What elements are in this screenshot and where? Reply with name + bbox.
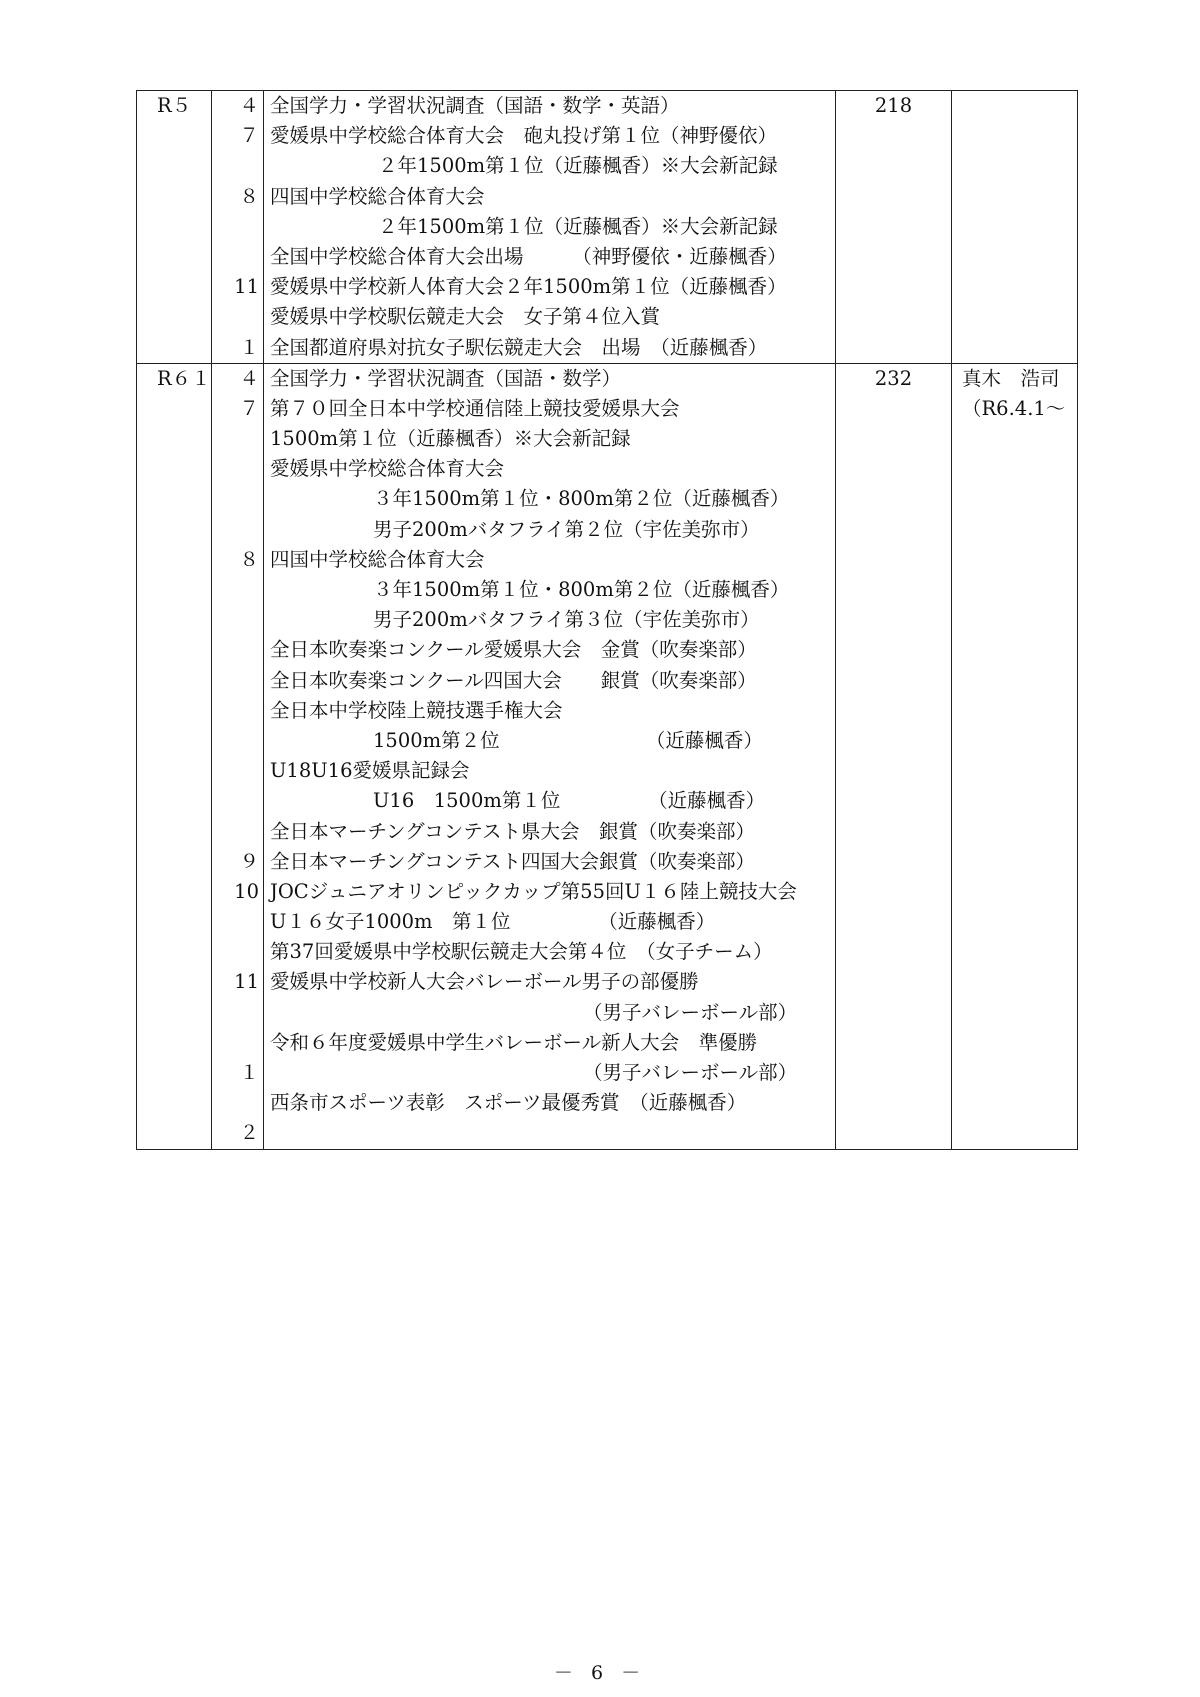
- event-line: 愛媛県中学校新人大会バレーボール男子の部優勝: [270, 970, 699, 994]
- month: ７: [239, 124, 259, 148]
- month: [212, 756, 263, 786]
- event-line: 全日本中学校陸上競技選手権大会: [270, 698, 563, 722]
- year-label: R５: [157, 94, 192, 117]
- event-line: 男子200mバタフライ第２位（宇佐美弥市）: [373, 517, 760, 541]
- event-line: 第７０回全日本中学校通信陸上競技愛媛県大会: [270, 396, 680, 420]
- year-cell: [137, 91, 212, 364]
- event-line: ２年1500m第１位（近藤楓香）※大会新記録: [378, 154, 778, 178]
- event-line: 全国学力・学習状況調査（国語・数学・英語）: [270, 94, 680, 117]
- year-label: R６: [157, 366, 192, 390]
- event-line: U１６女子1000m 第１位 （近藤楓香）: [270, 910, 716, 934]
- event-cell: [264, 363, 836, 1149]
- month: [212, 515, 263, 545]
- month: ２: [239, 1121, 259, 1145]
- month: [212, 907, 263, 937]
- month: [212, 1028, 263, 1058]
- event-line: 全国学力・学習状況調査（国語・数学）: [270, 366, 622, 390]
- month: [212, 726, 263, 756]
- student-count: 218: [874, 94, 913, 117]
- event-line: 第37回愛媛県中学校駅伝競走大会第４位 （女子チーム）: [270, 940, 773, 964]
- event-line: 四国中学校総合体育大会: [270, 184, 485, 208]
- event-line: U18U16愛媛県記録会: [270, 759, 470, 783]
- year-cell: [137, 363, 212, 1149]
- event-line: 愛媛県中学校総合体育大会: [270, 457, 505, 481]
- event-line: 全国都道府県対抗女子駅伝競走大会 出場 （近藤楓香）: [270, 335, 768, 359]
- month: 10: [234, 879, 259, 903]
- month: ９: [239, 849, 259, 873]
- event-line: 全日本吹奏楽コンクール愛媛県大会 金賞（吹奏楽部）: [270, 638, 757, 662]
- month-prefix: １: [191, 366, 211, 390]
- event-line: 1500m第２位 （近藤楓香）: [373, 728, 763, 752]
- month: ８: [239, 547, 259, 571]
- table-row: [137, 363, 1078, 1149]
- school-history-table: [136, 90, 1078, 1150]
- event-line: U16 1500m第１位 （近藤楓香）: [373, 789, 766, 813]
- event-cell: [264, 91, 836, 364]
- month: [212, 605, 263, 635]
- count-cell: [836, 91, 952, 364]
- event-line: 全日本マーチングコンテスト四国大会銀賞（吹奏楽部）: [270, 849, 755, 873]
- event-line: （男子バレーボール部）: [583, 1061, 798, 1084]
- event-line: 令和６年度愛媛県中学生バレーボール新人大会 準優勝: [270, 1030, 758, 1054]
- month: [212, 1088, 263, 1118]
- event-line: 四国中学校総合体育大会: [270, 547, 485, 571]
- count-cell: [836, 363, 952, 1149]
- event-line: ３年1500m第１位・800m第２位（近藤楓香）: [373, 578, 790, 601]
- event-line: 西条市スポーツ表彰 スポーツ最優秀賞 （近藤楓香）: [270, 1091, 747, 1115]
- event-line: 全国中学校総合体育大会出場 （神野優依・近藤楓香）: [270, 244, 787, 268]
- month: [212, 666, 263, 696]
- month: 11: [234, 275, 259, 299]
- month: [212, 575, 263, 605]
- month: ４: [239, 366, 259, 390]
- month: [212, 817, 263, 847]
- month: ７: [239, 396, 259, 420]
- month-cell: [212, 91, 264, 364]
- event-line: 全日本マーチングコンテスト県大会 銀賞（吹奏楽部）: [270, 819, 755, 843]
- principal-name: 真木 浩司: [962, 366, 1060, 390]
- principal-term: [952, 121, 1077, 151]
- page-number: － 6 －: [553, 1662, 647, 1684]
- event-line: 愛媛県中学校総合体育大会 砲丸投げ第１位（神野優依）: [270, 124, 778, 148]
- event-line: 男子200mバタフライ第３位（宇佐美弥市）: [373, 608, 760, 632]
- event-line: ３年1500m第１位・800m第２位（近藤楓香）: [373, 487, 790, 511]
- month: ８: [239, 184, 259, 208]
- student-count: 232: [874, 366, 913, 390]
- month: [212, 151, 263, 181]
- event-line: 1500m第１位（近藤楓香）※大会新記録: [270, 427, 631, 451]
- month: [212, 937, 263, 967]
- event-line: 愛媛県中学校新人体育大会２年1500m第１位（近藤楓香）: [270, 275, 787, 299]
- month: [212, 786, 263, 816]
- year-label-group: [137, 364, 211, 394]
- event-line: JOCジュニアオリンピックカップ第55回U１６陸上競技大会: [270, 879, 797, 903]
- month: [212, 484, 263, 514]
- event-line: 全日本吹奏楽コンクール四国大会 銀賞（吹奏楽部）: [270, 668, 757, 692]
- month: [212, 635, 263, 665]
- month: 11: [234, 970, 259, 994]
- event-line: （男子バレーボール部）: [583, 1000, 798, 1024]
- month: [212, 998, 263, 1028]
- month: [212, 302, 263, 332]
- month: [212, 454, 263, 484]
- principal-name: [952, 91, 1077, 121]
- month: ４: [239, 94, 259, 117]
- month: １: [239, 335, 259, 359]
- event-line: 愛媛県中学校駅伝競走大会 女子第４位入賞: [270, 305, 661, 329]
- month: [212, 242, 263, 272]
- month-cell: [212, 363, 264, 1149]
- principal-term: （R6.4.1〜: [962, 396, 1066, 420]
- table-row: [137, 91, 1078, 364]
- month: [212, 424, 263, 454]
- principal-cell: [952, 363, 1078, 1149]
- principal-cell: [952, 91, 1078, 364]
- month: [212, 212, 263, 242]
- event-line: [264, 1118, 835, 1148]
- month: [212, 696, 263, 726]
- month: １: [239, 1061, 259, 1084]
- event-line: ２年1500m第１位（近藤楓香）※大会新記録: [378, 214, 778, 238]
